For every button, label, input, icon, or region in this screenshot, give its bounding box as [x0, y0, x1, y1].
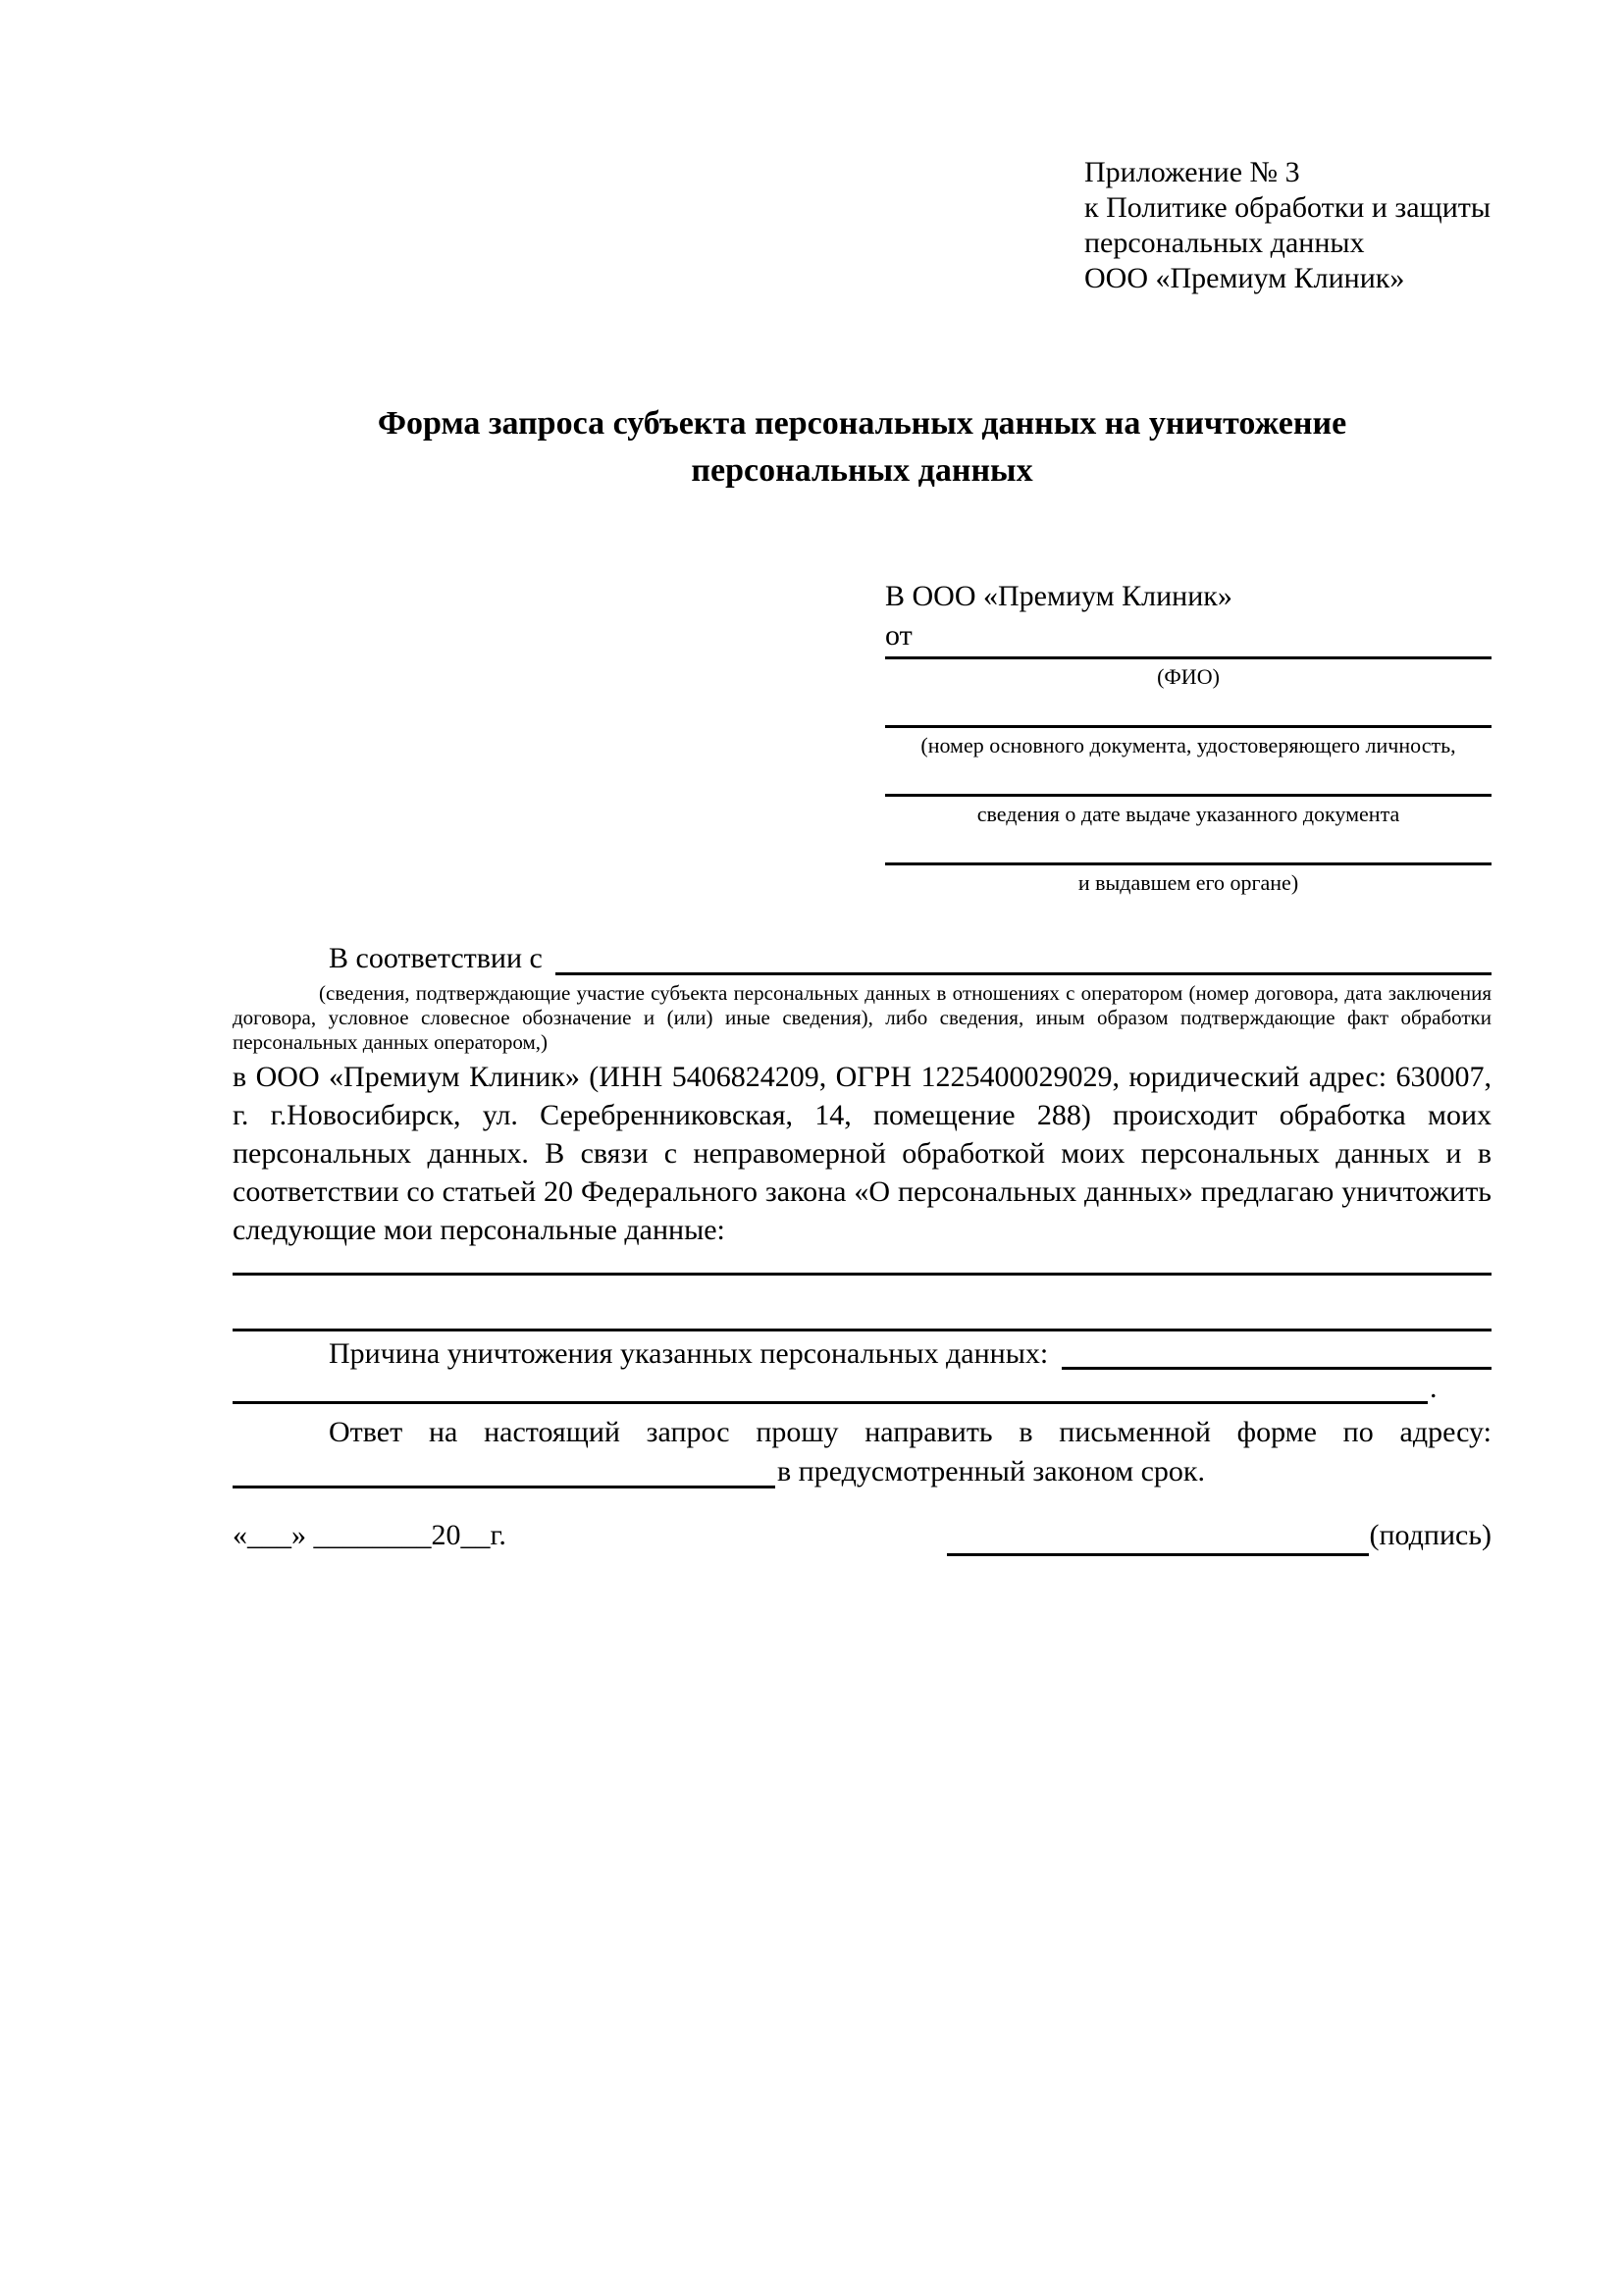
sentence-period: .: [1430, 1372, 1438, 1404]
doc-number-input-line[interactable]: [885, 690, 1492, 728]
date-template[interactable]: «___» ________20__г.: [233, 1519, 506, 1551]
main-statement-paragraph: в ООО «Премиум Клиник» (ИНН 5406824209, ОГРН 1225400029029, юридический адрес: 630007, г. г.Новосибирск, ул. Серебренниковская, 14, помещение 288) происходит обработка моих персональных данных. В связи с неправомерной обработкой моих персональных данных и в соответствии со статьей 20 Федерального закона «О персональных данных» предлагаю уничтожить следующие мои персональные данные:: [233, 1061, 1492, 1246]
reason-input-line-2[interactable]: [233, 1372, 1428, 1404]
response-address-row: [233, 1455, 1492, 1488]
response-tail-text: в предусмотренный законом срок.: [777, 1455, 1205, 1487]
from-label: от: [885, 619, 913, 652]
response-request-line: Ответ на настоящий запрос прошу направить в письменной форме по адресу:: [329, 1416, 1492, 1448]
addressee-block: [885, 577, 1492, 896]
doc-issuer-input-line[interactable]: [885, 827, 1492, 865]
appendix-header-line: персональных данных: [1084, 227, 1365, 259]
signature-input-line[interactable]: [947, 1519, 1369, 1556]
date-signature-row: [233, 1519, 1492, 1556]
appendix-header-line: к Политике обработки и защиты: [1084, 191, 1492, 224]
paragraph-indent: [233, 1337, 329, 1370]
reason-input-line[interactable]: [1062, 1337, 1492, 1370]
addressee-organization: В ООО «Премиум Клиник»: [885, 580, 1232, 612]
doc-issue-date-input-line[interactable]: [885, 758, 1492, 797]
footer-spacer: [506, 1519, 948, 1556]
form-title-line1: Форма запроса субъекта персональных данных на уничтожение: [377, 405, 1347, 442]
accordance-row: [233, 942, 1492, 975]
reason-continuation-row: [233, 1372, 1492, 1404]
form-title-line2: персональных данных: [691, 452, 1033, 489]
signature-caption: (подпись): [1369, 1519, 1492, 1551]
personal-data-input-line-1[interactable]: [233, 1273, 1492, 1276]
response-address-input-line[interactable]: [233, 1455, 775, 1488]
fio-caption: (ФИО): [1157, 664, 1220, 689]
accordance-label: В соответствии с: [329, 942, 550, 974]
from-label-row: [885, 616, 1492, 659]
doc-issuer-caption: и выдавшем его органе): [1077, 870, 1299, 895]
personal-data-input-line-2[interactable]: [233, 1329, 1492, 1331]
reason-row: [233, 1337, 1492, 1370]
reason-label: Причина уничтожения указанных персональных данных:: [329, 1337, 1056, 1370]
accordance-fine-print: (сведения, подтверждающие участие субъекта персональных данных в отношениях с оператором (номер договора, дата заключения договора, условное словесное обозначение и (или) иные сведения), либо сведения, иным образом подтверждающие факт обработки персональных данных оператором,): [233, 981, 1492, 1054]
form-title: [233, 400, 1492, 495]
doc-number-caption: (номер основного документа, удостоверяющего личность,: [920, 733, 1456, 757]
accordance-input-line[interactable]: [555, 942, 1492, 975]
appendix-header-line: Приложение № 3: [1084, 156, 1300, 188]
appendix-header: [1084, 155, 1526, 296]
doc-issue-date-caption: сведения о дате выдаче указанного документа: [976, 802, 1400, 826]
paragraph-indent: [233, 942, 329, 975]
appendix-header-line: ООО «Премиум Клиник»: [1084, 262, 1405, 294]
